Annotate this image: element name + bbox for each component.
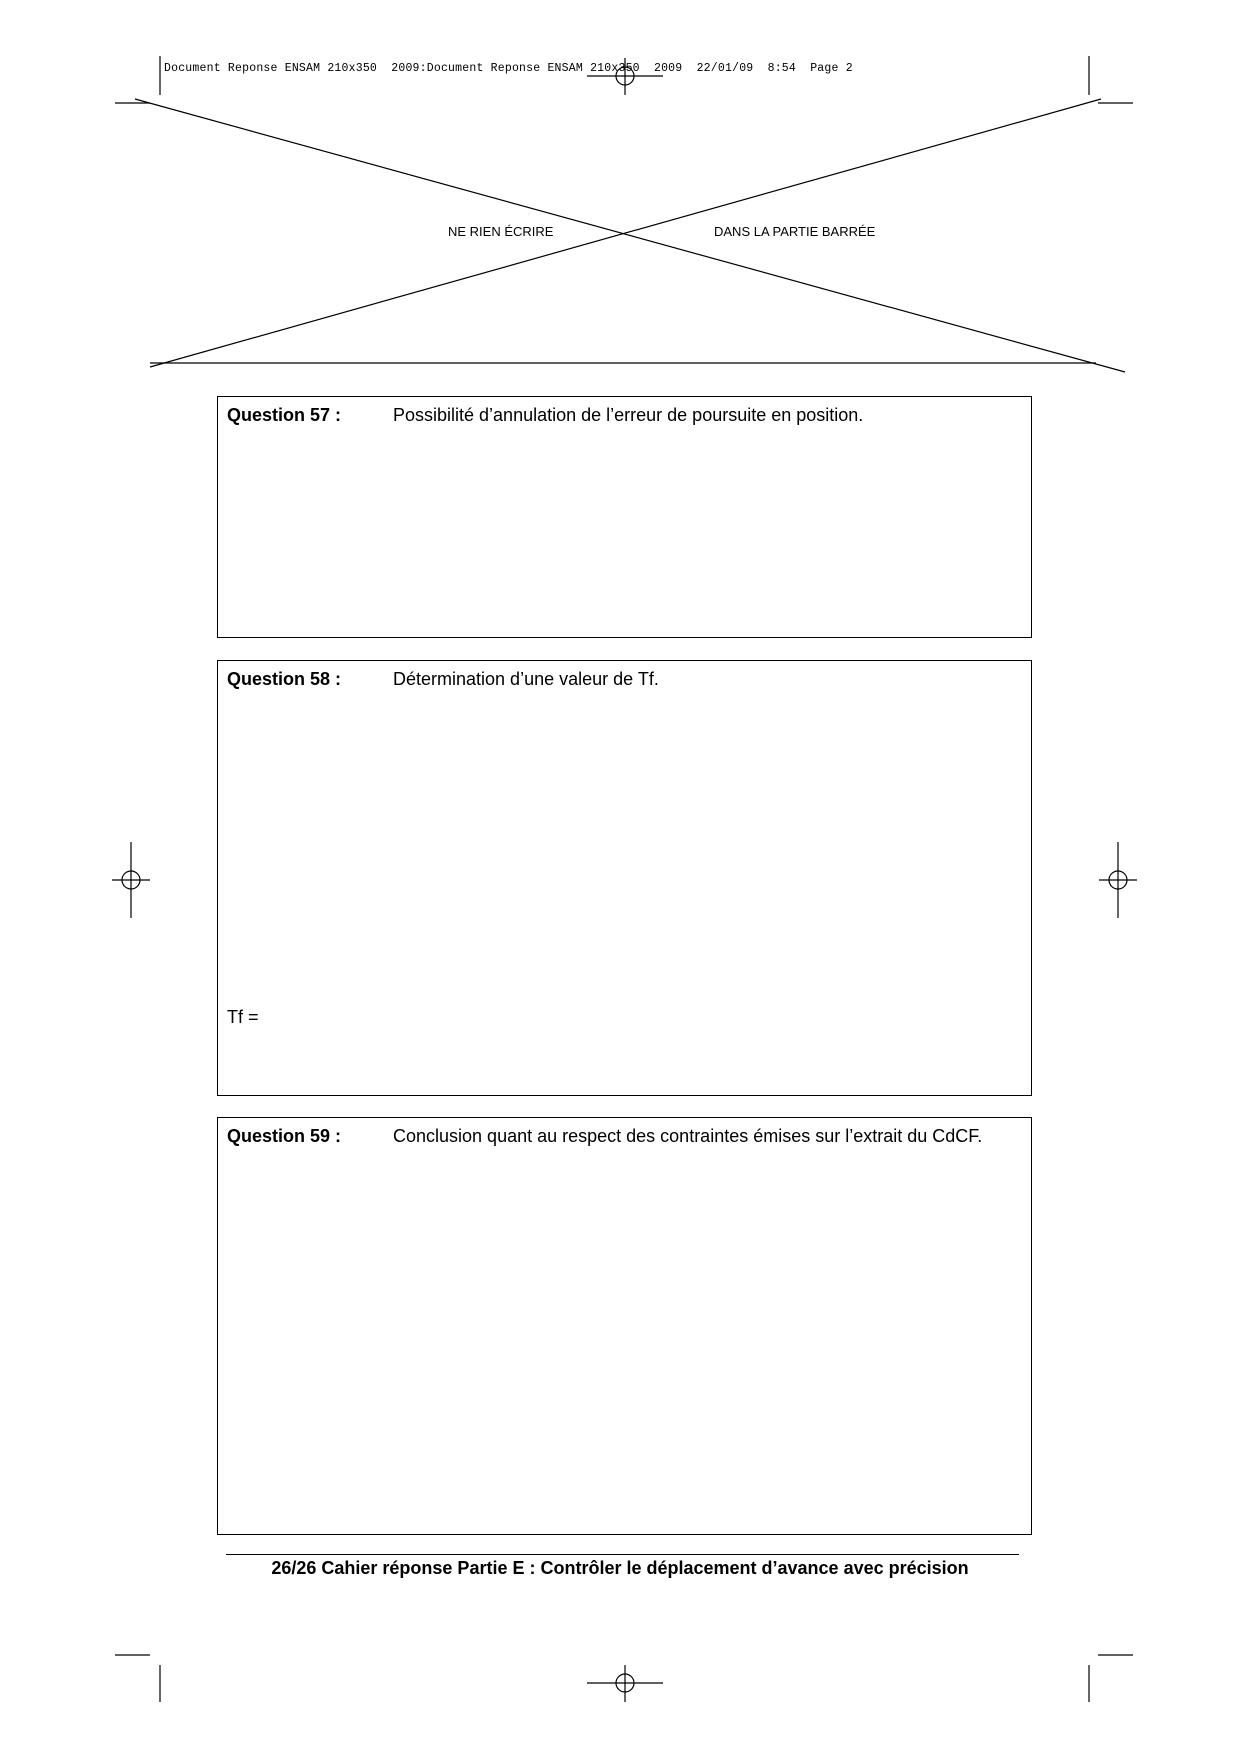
question-text: Possibilité d’annulation de l’erreur de poursuite en position. <box>393 405 864 425</box>
question-57-answer-box[interactable] <box>217 396 1032 638</box>
question-label: Question 58 : <box>227 669 342 689</box>
question-text: Détermination d’une valeur de Tf. <box>393 669 659 689</box>
question-59-answer-box[interactable] <box>217 1117 1032 1535</box>
registration-mark-left <box>112 842 150 918</box>
registration-mark-right <box>1099 842 1137 918</box>
cross-line-b <box>150 99 1101 367</box>
question-label: Question 59 : <box>227 1126 342 1146</box>
tf-answer-prompt: Tf = <box>227 1007 259 1027</box>
question-label: Question 57 : <box>227 405 342 425</box>
footer-rule <box>226 1554 1019 1555</box>
crossed-zone-right-text: DANS LA PARTIE BARRÉE <box>714 224 876 239</box>
footer-title: 26/26 Cahier réponse Partie E : Contrôler le déplacement d’avance avec précision <box>271 1558 969 1578</box>
crossed-zone-left-text: NE RIEN ÉCRIRE <box>448 224 554 239</box>
cross-line-a <box>135 99 1125 372</box>
question-text: Conclusion quant au respect des contraintes émises sur l’extrait du CdCF. <box>393 1126 983 1146</box>
print-slug: Document Reponse ENSAM 210x350 2009:Document Reponse ENSAM 210x350 2009 22/01/09 8:54 Page 2 <box>164 62 853 75</box>
registration-mark-bottom <box>587 1665 663 1702</box>
question-58-answer-box[interactable] <box>217 660 1032 1096</box>
